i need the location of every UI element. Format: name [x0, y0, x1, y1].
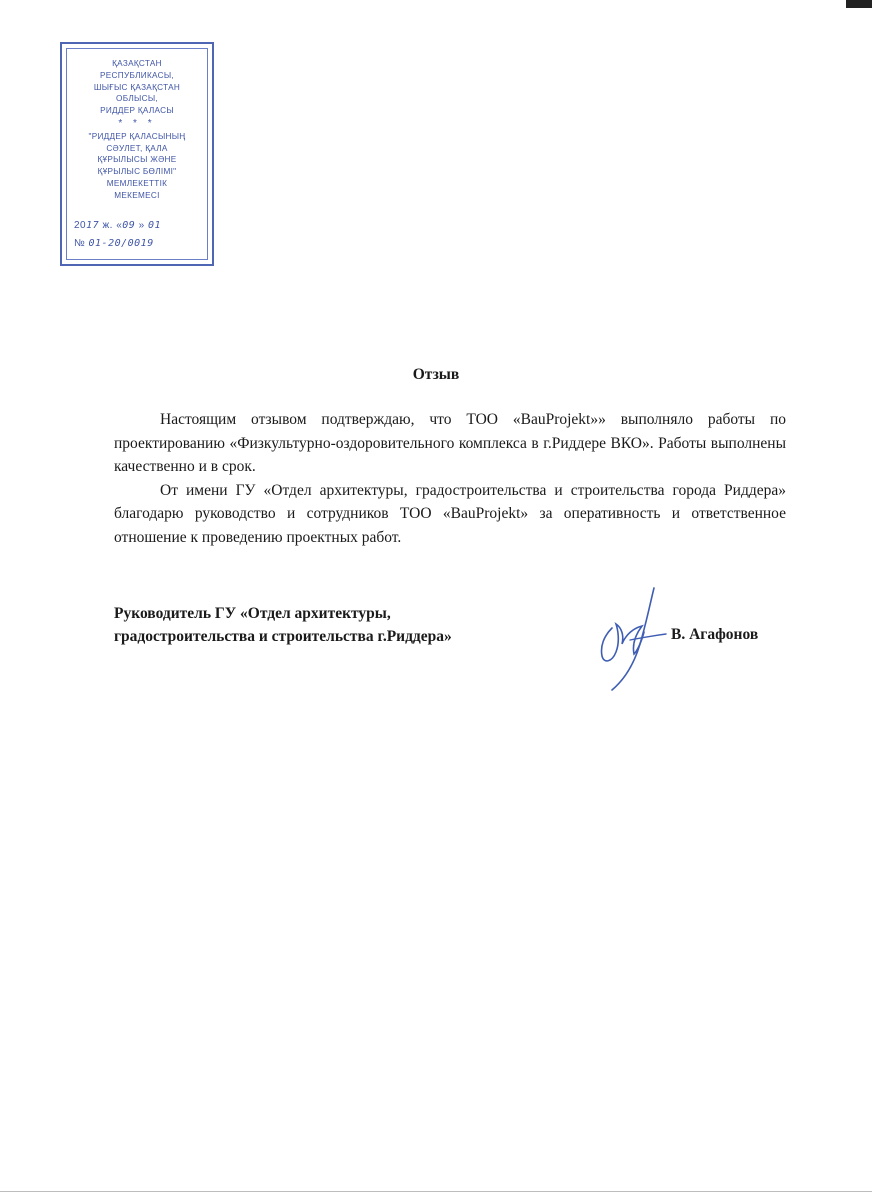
stamp-line: ҚҰРЫЛЫСЫ ЖӘНЕ	[97, 155, 177, 165]
signatory-name: В. Агафонов	[671, 626, 759, 643]
signatory-position-line: Руководитель ГУ «Отдел архитектуры,	[114, 605, 391, 622]
document-body	[114, 408, 786, 549]
stamp-date-mid: »	[138, 220, 145, 231]
stamp-number-value: 01-20/0019	[88, 238, 154, 249]
body-paragraph: От имени ГУ «Отдел архитектуры, градостроительства и строительства города Риддера» благодарю руководство и сотрудников ТОО «BauProjekt» за оперативность и ответственное отношение к проведению проектных работ.	[114, 481, 786, 546]
stamp-line: ОБЛЫСЫ,	[116, 94, 158, 104]
stamp-number	[74, 238, 204, 250]
scan-bottom-edge	[0, 1191, 872, 1192]
scan-corner-mark	[846, 0, 872, 8]
body-paragraph: Настоящим отзывом подтверждаю, что ТОО «BauProjekt»» выполняло работы по проектированию «Физкультурно-оздоровительного комплекса в г.Риддере ВКО». Работы выполнены качественно и в срок.	[114, 411, 786, 475]
stamp-number-prefix: №	[74, 238, 86, 249]
stamp-line: МЕМЛЕКЕТТІК	[106, 178, 168, 188]
signatory-position	[114, 603, 452, 648]
stamp-line: ҚАЗАҚСТАН	[112, 59, 162, 68]
stamp-date-day: 09	[122, 220, 136, 231]
stamp-date-month: 01	[147, 220, 161, 231]
stamp-line: РИДДЕР ҚАЛАСЫ	[100, 106, 174, 116]
stamp-line: ҚҰРЫЛЫС БӨЛІМІ"	[97, 167, 177, 177]
stamp-line: РЕСПУБЛИКАСЫ,	[100, 70, 174, 80]
document-title: Отзыв	[412, 366, 460, 383]
signatory-position-line: градостроительства и строительства г.Риддера»	[114, 627, 452, 645]
stamp-line: "РИДДЕР ҚАЛАСЫНЫҢ	[88, 131, 186, 141]
stamp-stars: * * *	[118, 117, 156, 129]
registration-stamp	[60, 42, 214, 266]
stamp-date-prefix: 20	[74, 220, 87, 231]
stamp-date-suffix: ж. «	[102, 220, 123, 231]
stamp-line: МЕКЕМЕСІ	[114, 190, 160, 200]
stamp-date-year: 17	[86, 220, 100, 231]
stamp-date	[74, 220, 204, 232]
stamp-text-block	[66, 58, 208, 202]
handwritten-signature	[582, 584, 672, 694]
stamp-line: СӘУЛЕТ, ҚАЛА	[106, 143, 168, 153]
stamp-line: ШЫҒЫС ҚАЗАҚСТАН	[93, 82, 181, 92]
